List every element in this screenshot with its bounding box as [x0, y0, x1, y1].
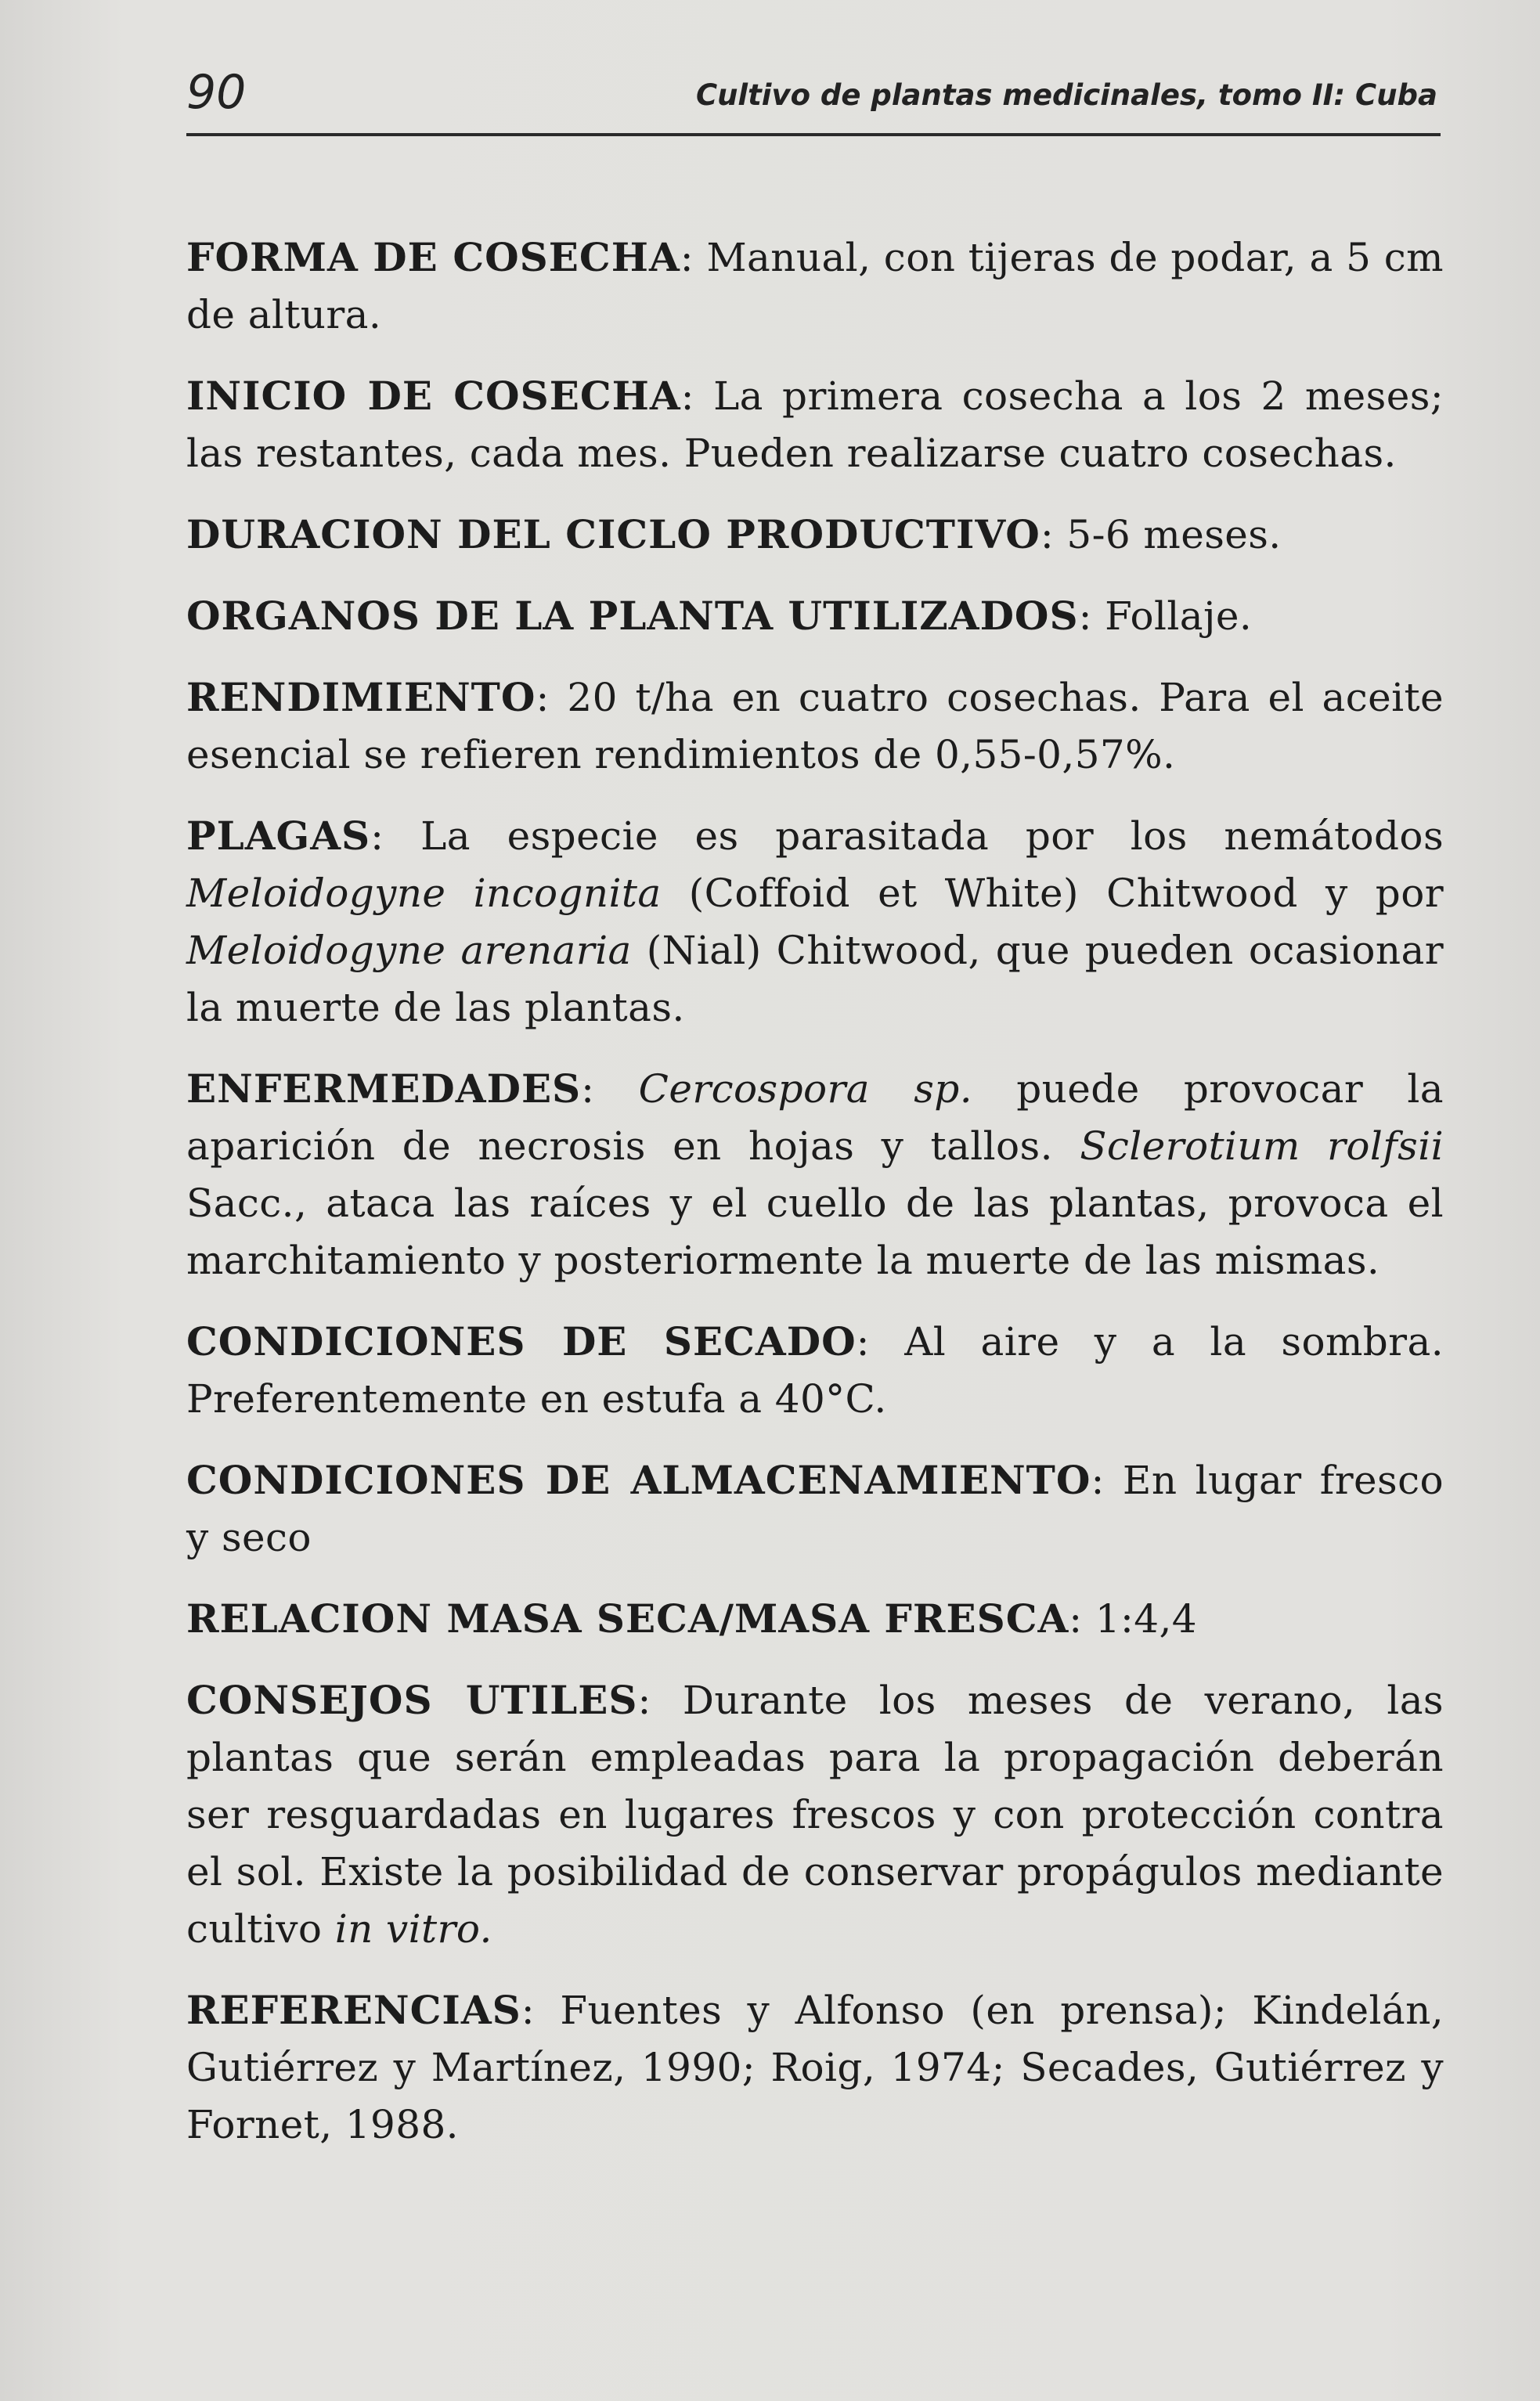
entry-condiciones-secado: CONDICIONES DE SECADO: Al aire y a la sombra. Preferentemente en estufa a 40°C.	[186, 1318, 1444, 1422]
entry-text: Follaje.	[1105, 593, 1253, 639]
entry-plagas: PLAGAS: La especie es parasitada por los nemátodos Meloidogyne incognita (Coffoid et White) Chitwood y por Meloidogyne arenaria (Nial) Chitwood, que pueden ocasionar la muerte de las plantas.	[186, 813, 1444, 1030]
entry-inicio-de-cosecha: INICIO DE COSECHA: La primera cosecha a los 2 meses; las restantes, cada mes. Pueden realizarse cuatro cosechas.	[186, 373, 1444, 476]
page-header	[186, 61, 1441, 136]
entry-text: Al aire y a la sombra. Preferentemente en estufa a 40°C.	[186, 1319, 1444, 1422]
species-name: Cercospora sp.	[638, 1066, 973, 1112]
entry-duracion-ciclo: DURACION DEL CICLO PRODUCTIVO: 5-6 meses.	[186, 511, 1282, 557]
entry-text: Sacc., ataca las raíces y el cuello de las plantas, provoca el marchitamiento y posteriormente la muerte de las mismas.	[186, 1181, 1444, 1283]
entry-text: 20 t/ha en cuatro cosechas. Para el aceite esencial se refieren rendimientos de 0,55-0,57%.	[186, 675, 1444, 777]
entry-label: CONSEJOS UTILES	[186, 1677, 638, 1723]
entry-enfermedades: ENFERMEDADES: Cercospora sp. puede provocar la aparición de necrosis en hojas y tallos. Sclerotium rolfsii Sacc., ataca las raíces y el cuello de las plantas, provoca el marchitamiento y posteriormente la muerte de las mismas.	[186, 1065, 1444, 1283]
entry-text: 5-6 meses.	[1066, 512, 1282, 557]
entry-label: ENFERMEDADES	[186, 1065, 582, 1112]
species-name: Sclerotium rolfsii	[1080, 1123, 1444, 1169]
entry-label: CONDICIONES DE ALMACENAMIENTO	[186, 1457, 1091, 1503]
page-content	[186, 229, 1444, 2177]
entry-label: RELACION MASA SECA/MASA FRESCA	[186, 1595, 1069, 1642]
entry-label: FORMA DE COSECHA	[186, 234, 680, 280]
entry-consejos-utiles: CONSEJOS UTILES: Durante los meses de verano, las plantas que serán empleadas para la propagación deberán ser resguardadas en lugares frescos y con protección contra el sol. Existe la posibilidad de conservar propágulos mediante cultivo in vitro.	[186, 1677, 1444, 1952]
entry-text: puede provocar la aparición de necrosis en hojas y tallos.	[186, 1066, 1444, 1169]
entry-condiciones-almacenamiento: CONDICIONES DE ALMACENAMIENTO: En lugar fresco y seco	[186, 1457, 1444, 1560]
entry-organos-utilizados: ORGANOS DE LA PLANTA UTILIZADOS: Follaje.	[186, 593, 1253, 639]
entry-text: (Coffoid et White) Chitwood y por	[688, 871, 1444, 916]
entry-text: Manual, con tijeras de podar, a 5 cm de altura.	[186, 235, 1444, 337]
entry-label: INICIO DE COSECHA	[186, 373, 681, 419]
entry-relacion-masa: RELACION MASA SECA/MASA FRESCA: 1:4,4	[186, 1595, 1198, 1642]
entry-label: PLAGAS	[186, 813, 371, 859]
entry-text: Fuentes y Alfonso (en prensa); Kindelán, Gutiérrez y Martínez, 1990; Roig, 1974; Secades, Gutiérrez y Fornet, 1988.	[186, 1988, 1444, 2147]
page-number: 90	[186, 65, 247, 120]
entry-label: DURACION DEL CICLO PRODUCTIVO	[186, 511, 1040, 557]
entry-label: CONDICIONES DE SECADO	[186, 1318, 857, 1365]
entry-forma-de-cosecha: FORMA DE COSECHA: Manual, con tijeras de podar, a 5 cm de altura.	[186, 234, 1444, 337]
entry-text: La primera cosecha a los 2 meses; las restantes, cada mes. Pueden realizarse cuatro cosechas.	[186, 373, 1444, 476]
entry-label: REFERENCIAS	[186, 1987, 521, 2033]
entry-text: (Nial) Chitwood, que pueden ocasionar la muerte de las plantas.	[186, 928, 1444, 1030]
species-name: Meloidogyne incognita	[186, 871, 662, 916]
entry-text: Durante los meses de verano, las plantas que serán empleadas para la propagación deberán ser resguardadas en lugares frescos y con protección contra el sol. Existe la posibilidad de conservar propágulos mediante cultivo	[186, 1678, 1444, 1952]
entry-label: RENDIMIENTO	[186, 674, 536, 720]
entry-text: 1:4,4	[1095, 1596, 1198, 1642]
entry-text: En lugar fresco y seco	[186, 1458, 1444, 1560]
species-name: Meloidogyne arenaria	[186, 928, 632, 973]
entry-text: La especie es parasitada por los nemátodos	[420, 813, 1444, 859]
entry-referencias: REFERENCIAS: Fuentes y Alfonso (en prensa); Kindelán, Gutiérrez y Martínez, 1990; Roig, 1974; Secades, Gutiérrez y Fornet, 1988.	[186, 1987, 1444, 2147]
entry-rendimiento: RENDIMIENTO: 20 t/ha en cuatro cosechas. Para el aceite esencial se refieren rendimientos de 0,55-0,57%.	[186, 674, 1444, 777]
latin-term: in vitro.	[334, 1906, 492, 1952]
entry-label: ORGANOS DE LA PLANTA UTILIZADOS	[186, 593, 1079, 639]
running-title: Cultivo de plantas medicinales, tomo II: Cuba	[695, 78, 1437, 112]
